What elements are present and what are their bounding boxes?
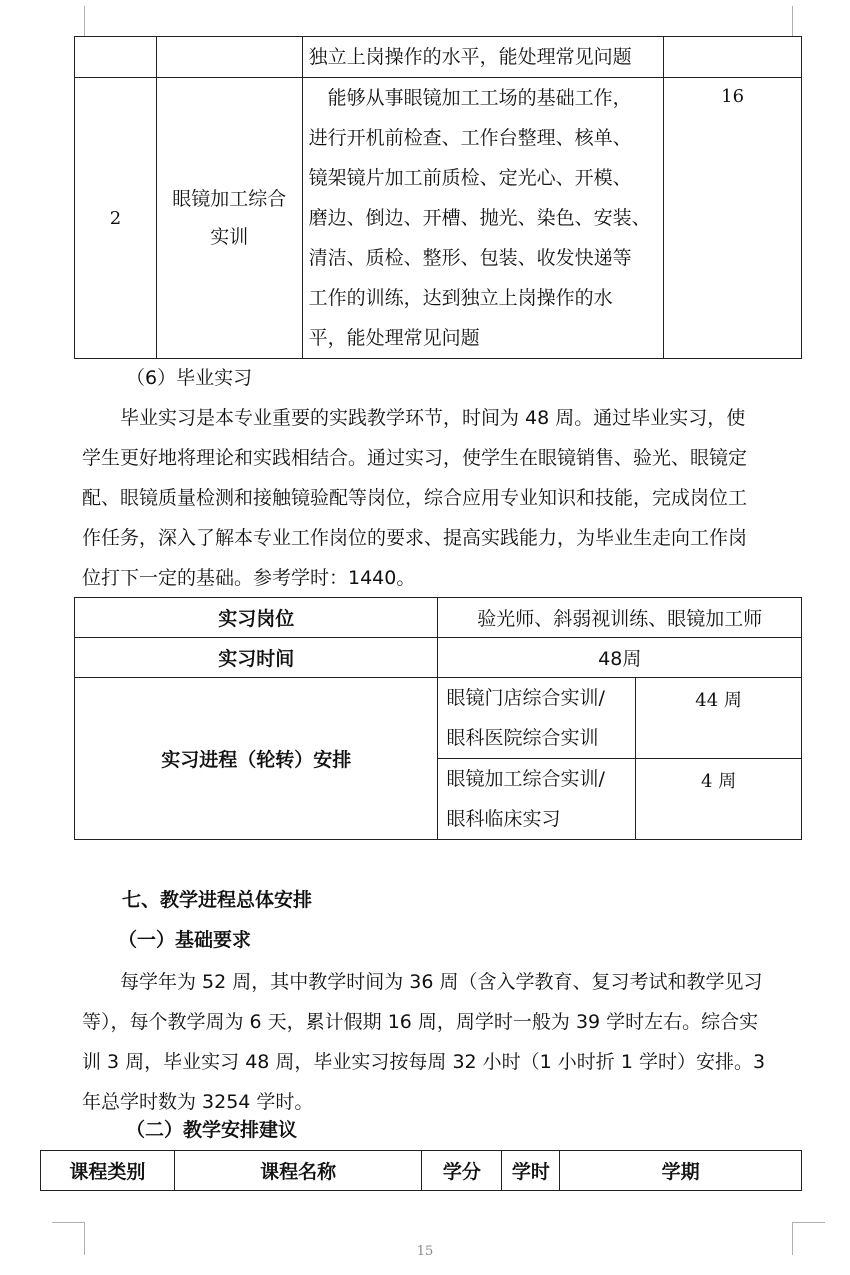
corner-mark-top-right bbox=[792, 6, 793, 36]
chapter-heading: 七、教学进程总体安排 bbox=[122, 889, 313, 911]
schedule-weeks: 4 周 bbox=[636, 759, 802, 840]
paragraph-line: 配、眼镜质量检测和接触镜验配等岗位，综合应用专业知识和技能，完成岗位工 bbox=[82, 487, 748, 509]
table-row bbox=[75, 37, 802, 78]
subsection-heading: （一）基础要求 bbox=[118, 929, 252, 951]
internship-table bbox=[74, 597, 802, 840]
column-header: 学期 bbox=[560, 1151, 802, 1191]
training-content-cell: 独立上岗操作的水平，能处理常见问题 bbox=[302, 37, 663, 78]
table-cell bbox=[75, 37, 157, 78]
column-header: 学时 bbox=[502, 1151, 560, 1191]
page-number: 15 bbox=[416, 1244, 434, 1259]
paragraph-line: 训 3 周，毕业实习 48 周，毕业实习按每周 32 小时（1 小时折 1 学时）安排。3 bbox=[82, 1051, 766, 1073]
corner-mark-top-left bbox=[84, 6, 85, 36]
content-line: 能够从事眼镜加工工场的基础工作， bbox=[308, 87, 632, 109]
schedule-line: 眼科临床实习 bbox=[446, 808, 561, 830]
content-line: 镜架镜片加工前质检、定光心、开模、 bbox=[308, 167, 632, 189]
paragraph-line: 位打下一定的基础。参考学时：1440。 bbox=[82, 567, 416, 589]
content-line: 工作的训练，达到独立上岗操作的水 bbox=[308, 287, 613, 309]
hours-cell: 16 bbox=[664, 78, 802, 359]
row-index: 2 bbox=[75, 78, 157, 359]
post-value: 验光师、斜弱视训练、眼镜加工师 bbox=[438, 598, 802, 638]
table-row bbox=[75, 598, 802, 638]
schedule-item bbox=[438, 759, 636, 840]
content-line: 平，能处理常见问题 bbox=[308, 327, 480, 349]
paragraph-line: 学生更好地将理论和实践相结合。通过实习，使学生在眼镜销售、验光、眼镜定 bbox=[82, 447, 748, 469]
time-label: 实习时间 bbox=[75, 638, 438, 678]
paragraph-line: 毕业实习是本专业重要的实践教学环节，时间为 48 周。通过毕业实习，使 bbox=[120, 407, 746, 429]
subsection-heading: （二）教学安排建议 bbox=[126, 1119, 298, 1141]
schedule-label: 实习进程（轮转）安排 bbox=[75, 678, 438, 840]
paragraph-line: 作任务，深入了解本专业工作岗位的要求、提高实践能力，为毕业生走向工作岗 bbox=[82, 527, 748, 549]
paragraph-line: 年总学时数为 3254 学时。 bbox=[82, 1091, 314, 1113]
paragraph-line: 每学年为 52 周，其中教学时间为 36 周（含入学教育、复习考试和教学见习 bbox=[120, 971, 763, 993]
table-cell bbox=[156, 37, 302, 78]
column-header: 课程类别 bbox=[41, 1151, 175, 1191]
column-header: 课程名称 bbox=[174, 1151, 422, 1191]
paragraph bbox=[82, 398, 794, 598]
table-row bbox=[75, 678, 802, 759]
post-label: 实习岗位 bbox=[75, 598, 438, 638]
schedule-line: 眼镜加工综合实训/ bbox=[446, 768, 605, 790]
table-cell bbox=[664, 37, 802, 78]
paragraph bbox=[82, 962, 794, 1122]
schedule-item bbox=[438, 678, 636, 759]
table-row bbox=[75, 638, 802, 678]
content-line: 进行开机前检查、工作台整理、核单、 bbox=[308, 127, 632, 149]
content-line: 清洁、质检、整形、包装、收发快递等 bbox=[308, 247, 632, 269]
training-content-cell bbox=[302, 78, 663, 359]
table-header-row bbox=[41, 1151, 802, 1191]
schedule-weeks: 44 周 bbox=[636, 678, 802, 759]
training-table bbox=[74, 36, 802, 359]
paragraph-line: 等），每个教学周为 6 天，累计假期 16 周，周学时一般为 39 学时左右。综合实 bbox=[82, 1011, 759, 1033]
course-schedule-table bbox=[40, 1150, 802, 1191]
table-row bbox=[75, 78, 802, 359]
time-value: 48周 bbox=[438, 638, 802, 678]
course-name-cell bbox=[156, 78, 302, 359]
section-heading: （6）毕业实习 bbox=[126, 367, 253, 389]
schedule-line: 眼科医院综合实训 bbox=[446, 727, 599, 749]
content-line: 磨边、倒边、开槽、抛光、染色、安装、 bbox=[308, 207, 651, 229]
course-name-line: 实训 bbox=[210, 226, 249, 248]
schedule-line: 眼镜门店综合实训/ bbox=[446, 687, 605, 709]
column-header: 学分 bbox=[422, 1151, 502, 1191]
course-name-line: 眼镜加工综合 bbox=[172, 188, 287, 210]
